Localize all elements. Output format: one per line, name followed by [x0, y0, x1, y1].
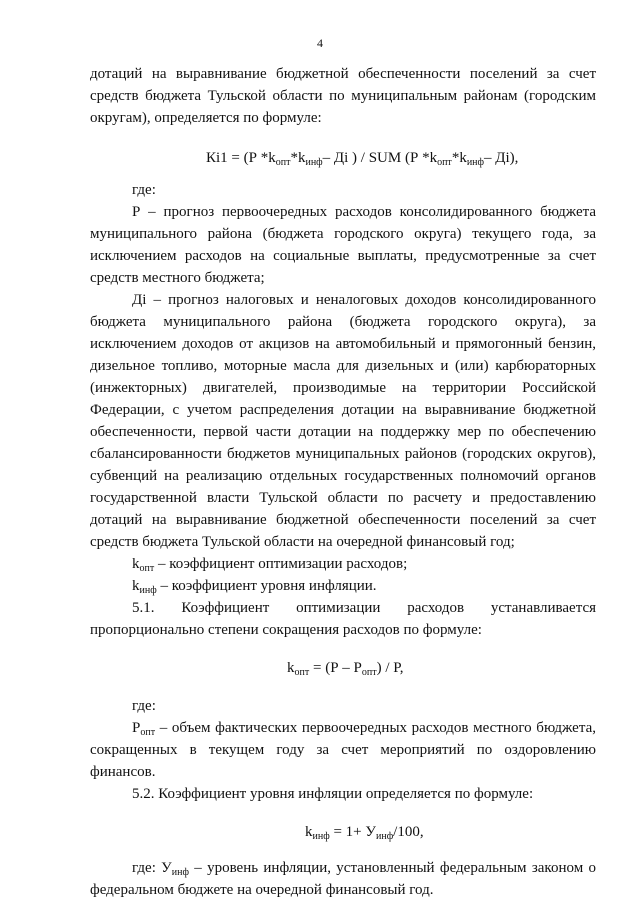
uinf-definition: где: $У_{инф}$ – уровень инфляции, установленный федеральным законом о: [132, 860, 596, 878]
definition-line: муниципального района (бюджета городского округа) текущего года, за: [90, 226, 596, 242]
paragraph-line: средств бюджета Тульской области по муниципальным районам (городским: [90, 88, 596, 104]
where-label: где:: [132, 182, 156, 198]
definition-line: дотаций на выравнивание бюджетной обеспеченности поселений за счет: [90, 512, 596, 528]
kinf-definition: $k_{инф}$ – коэффициент уровня инфляции.: [132, 578, 377, 596]
popt-definition: сокращенных в текущем году за счет мероприятий по оздоровлению: [90, 742, 596, 758]
uinf-definition: федеральном бюджете на очередной финансовый год.: [90, 882, 434, 898]
definition-line: исключением доходов от акцизов на автомобильный и прямогонный бензин,: [90, 336, 596, 352]
definition-line: исключением расходов на социальные выплаты, предусмотренные за счет: [90, 248, 596, 264]
definition-line: обеспеченности, первой части дотации на поддержку мер по обеспечению: [90, 424, 596, 440]
definition-line: средств бюджета Тульской области на очередной финансовый год;: [90, 534, 515, 550]
definition-line: Р – прогноз первоочередных расходов консолидированного бюджета: [132, 204, 596, 220]
formula-kinf: $k_{инф} = 1+ У_{инф}/100$,: [305, 824, 424, 842]
page-number: 4: [317, 36, 323, 50]
definition-line: субвенций на реализацию отдельных государственных полномочий органов: [90, 468, 596, 484]
definition-line: бюджета муниципального района (бюджета городского округа), за: [90, 314, 596, 330]
formula-k1: Кi1 = (Р $*k_{опт}*k_{инф}-$ Дi ) / SUM (Р $*k_{опт}*k_{инф}-$ Дi),: [206, 150, 519, 168]
popt-definition: финансов.: [90, 764, 156, 780]
definition-line: дизельное топливо, моторные масла для дизельных и (или) карбюраторных: [90, 358, 596, 374]
section-5-2: 5.2. Коэффициент уровня инфляции определяется по формуле:: [132, 786, 534, 802]
kopt-definition: $k_{опт}$ – коэффициент оптимизации расходов;: [132, 556, 408, 574]
paragraph-line: дотаций на выравнивание бюджетной обеспеченности поселений за счет: [90, 66, 596, 82]
definition-line: средств местного бюджета;: [90, 270, 265, 286]
where-label: где:: [132, 698, 156, 714]
popt-definition: $Р_{опт}$ – объем фактических первоочередных расходов местного бюджета,: [132, 720, 596, 738]
formula-kopt: $k_{опт} = (Р - Р_{опт}) / Р$,: [287, 660, 404, 678]
definition-line: сбалансированности бюджетов муниципальных районов (городских округов),: [90, 446, 596, 462]
definition-line: государственной власти Тульской области по расчету и предоставлению: [90, 490, 596, 506]
paragraph-line: округам), определяется по формуле:: [90, 110, 322, 126]
section-5-1: пропорционально степени сокращения расходов по формуле:: [90, 622, 482, 638]
definition-line: Федерации, с учетом распределения дотации на выравнивание бюджетной: [90, 402, 596, 418]
definition-line: (инжекторных) двигателей, производимые на территории Российской: [90, 380, 596, 396]
definition-line: Дi – прогноз налоговых и неналоговых доходов консолидированного: [132, 292, 596, 308]
section-5-1: 5.1. Коэффициент оптимизации расходов устанавливается: [132, 600, 596, 616]
